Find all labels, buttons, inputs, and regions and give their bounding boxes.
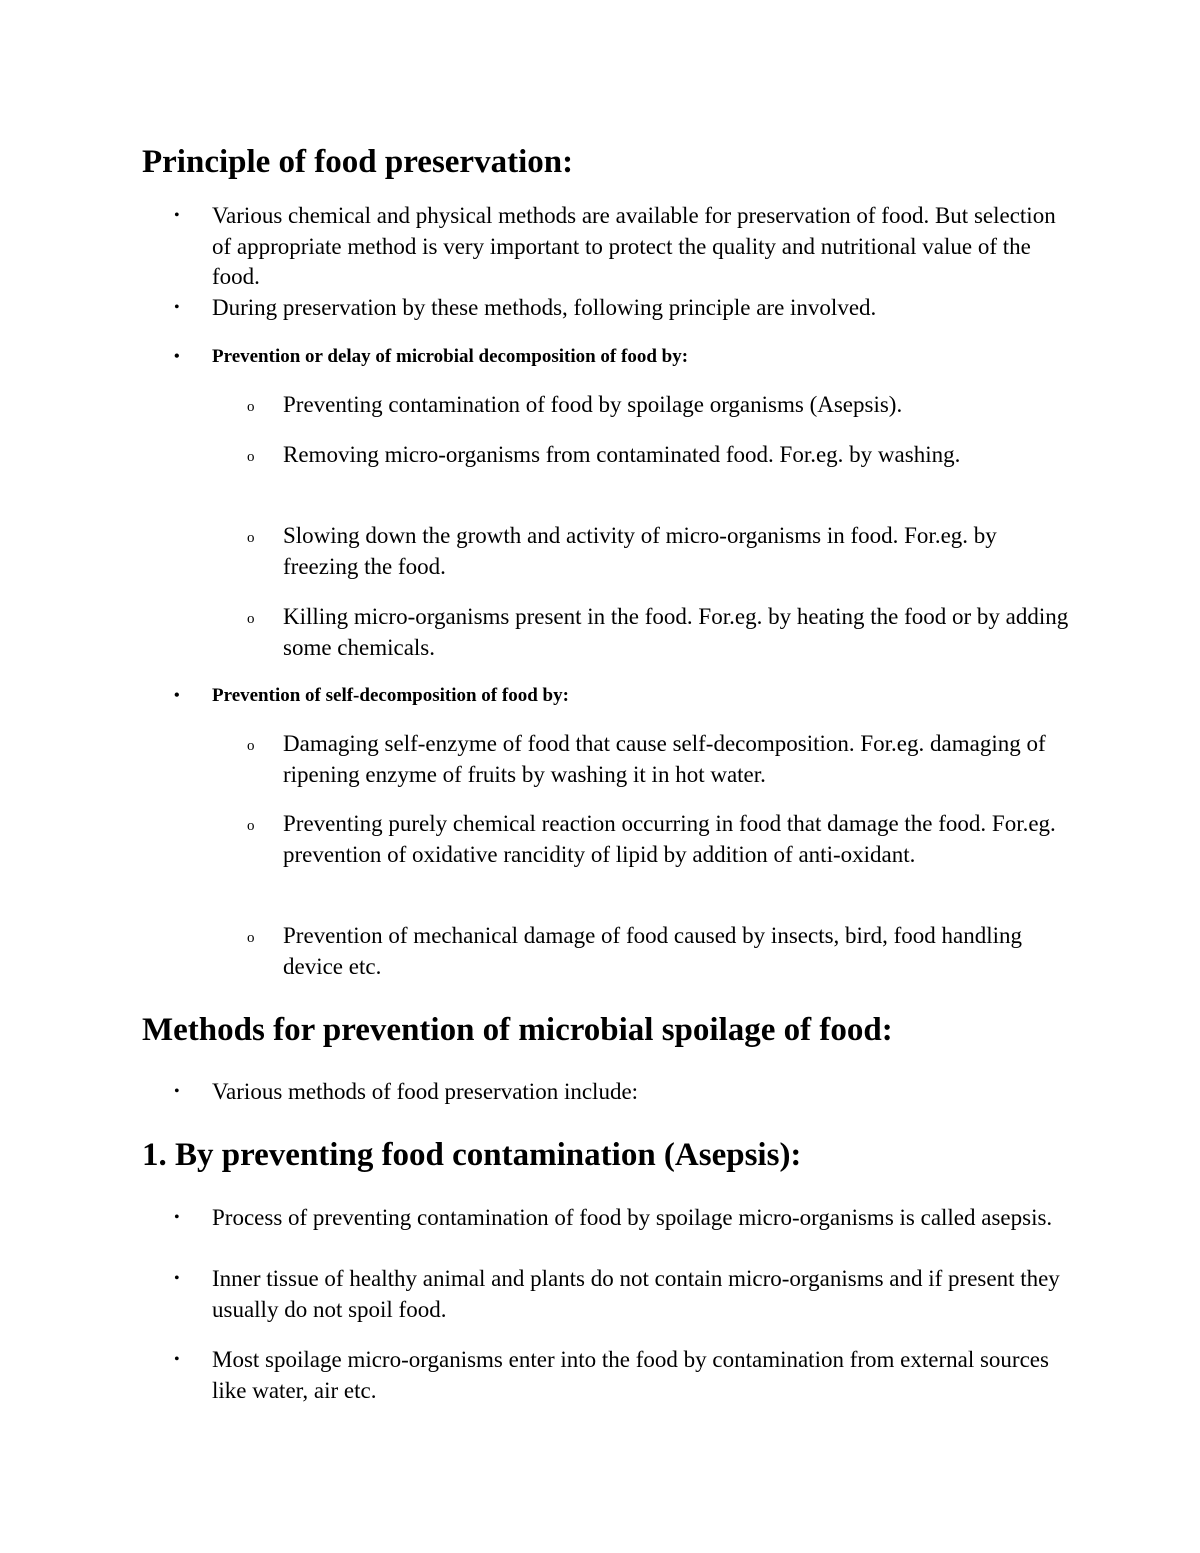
list-item [174,1203,1072,1234]
list-item [174,1077,1072,1108]
sub-list-item [247,921,1073,982]
list-item [174,1345,1072,1406]
sub-list-item [247,440,1073,471]
list-item-microbial-decomposition [174,344,1072,370]
circle-bullet-icon: o [247,738,255,754]
bullet-icon: • [174,687,180,704]
circle-bullet-icon: o [247,449,255,465]
circle-bullet-icon: o [247,611,255,627]
list-item [174,1264,1072,1325]
list-item-text: Various methods of food preservation include: [212,1079,639,1104]
sub-list-item [247,390,1073,421]
list-item-text: Prevention of self-decomposition of food by: [212,685,569,706]
sub-list-item-text: Removing micro-organisms from contaminated food. For.eg. by washing. [283,442,961,467]
list-item-self-decomposition [174,683,1072,709]
list-item-text: During preservation by these methods, following principle are involved. [212,295,877,320]
circle-bullet-icon: o [247,930,255,946]
bullet-icon: • [174,1270,180,1287]
bullet-icon: • [174,1209,180,1226]
sub-list-item [247,809,1073,870]
bullet-icon: • [174,1351,180,1368]
sub-list-item-text: Damaging self-enzyme of food that cause self-decomposition. For.eg. damaging of ripening enzyme of fruits by washing it in hot water. [283,731,1046,787]
heading-preventing-food-contamination: 1. By preventing food contamination (Asepsis): [142,1137,802,1173]
sub-list-item-text: Killing micro-organisms present in the food. For.eg. by heating the food or by adding some chemicals. [283,604,1069,660]
sub-list-item [247,602,1073,663]
circle-bullet-icon: o [247,818,255,834]
list-item [174,293,1072,324]
circle-bullet-icon: o [247,399,255,415]
circle-bullet-icon: o [247,530,255,546]
bullet-icon: • [174,1083,180,1100]
bullet-icon: • [174,207,180,224]
sub-list-item [247,729,1073,790]
heading-principle-of-food-preservation: Principle of food preservation: [142,144,574,180]
list-item-text: Inner tissue of healthy animal and plants do not contain micro-organisms and if present they usually do not spoil food. [212,1266,1060,1322]
heading-methods-for-prevention: Methods for prevention of microbial spoilage of food: [142,1012,893,1048]
list-item-text: Various chemical and physical methods are available for preservation of food. But selection of appropriate method is very important to protect the quality and nutritional value of the food. [212,203,1056,289]
list-item-text: Process of preventing contamination of food by spoilage micro-organisms is called asepsis. [212,1205,1053,1230]
list-item-text: Prevention or delay of microbial decomposition of food by: [212,346,689,367]
sub-list-item-text: Preventing purely chemical reaction occurring in food that damage the food. For.eg. prevention of oxidative rancidity of lipid by addition of anti-oxidant. [283,811,1056,867]
list-item-text: Most spoilage micro-organisms enter into the food by contamination from external sources like water, air etc. [212,1347,1049,1403]
bullet-icon: • [174,299,180,316]
sub-list-item-text: Preventing contamination of food by spoilage organisms (Asepsis). [283,392,903,417]
sub-list-item-text: Prevention of mechanical damage of food caused by insects, bird, food handling device etc. [283,923,1022,979]
list-item [174,201,1072,293]
bullet-icon: • [174,348,180,365]
sub-list-item-text: Slowing down the growth and activity of micro-organisms in food. For.eg. by freezing the food. [283,523,997,579]
sub-list-item [247,521,1073,582]
